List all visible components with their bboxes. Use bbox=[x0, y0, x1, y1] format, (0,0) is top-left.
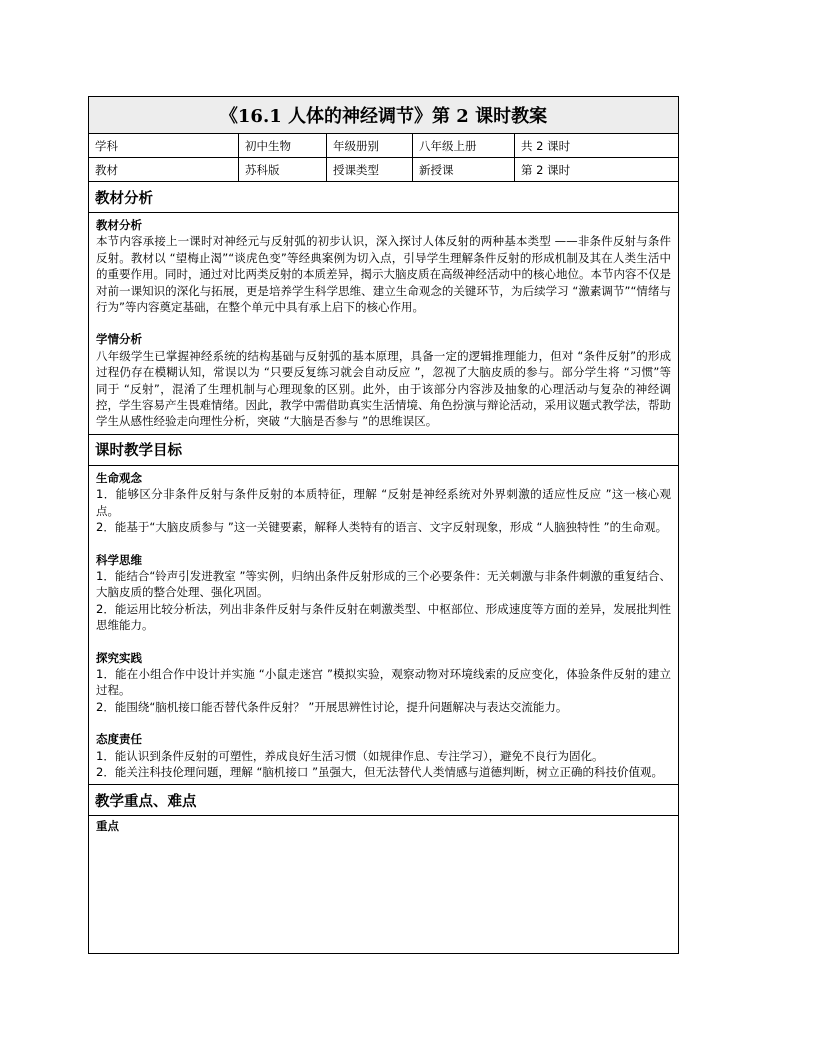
goal-item: 1．能在小组合作中设计并实施 “小鼠走迷宫 ”模拟实验，观察动物对环境线索的反应变化，体验条件反射的建立过程。 bbox=[96, 666, 671, 698]
info-cell: 学科 bbox=[89, 134, 239, 157]
info-cell: 苏科版 bbox=[239, 158, 327, 181]
section-heading-analysis: 教材分析 bbox=[89, 182, 678, 213]
section-body-analysis bbox=[89, 213, 678, 435]
info-cell: 共 2 课时 bbox=[521, 138, 571, 153]
info-cell: 新授课 bbox=[413, 158, 515, 181]
lesson-plan-table bbox=[88, 96, 679, 954]
goal-group-title: 生命观念 bbox=[96, 470, 142, 485]
subheading-learner-analysis: 学情分析 bbox=[96, 332, 142, 347]
info-row-textbook bbox=[89, 158, 678, 182]
section-heading-goals: 课时教学目标 bbox=[89, 435, 678, 466]
paragraph-textbook-analysis: 本节内容承接上一课时对神经元与反射弧的初步认识，深入探讨人体反射的两种基本类型 ——非条件反射与条件反射。教材以 “望梅止渴”“谈虎色变”等经典案例为切入点，引导学生理解条件反射的形成机制及其在人类生活中的重要作用。同时，通过对比两类反射的本质差异，揭示大脑皮质在高级神经活动中的核心地位。本节内容不仅是对前一课知识的深化与拓展，更是培养学生科学思维、建立生命观念的关键环节，为后续学习 “激素调节”“情绪与行为”等内容奠定基础，在整个单元中具有承上启下的核心作用。 bbox=[96, 234, 671, 315]
info-cell: 初中生物 bbox=[239, 134, 327, 157]
goal-item: 2．能关注科技伦理问题，理解 “脑机接口 ”虽强大，但无法替代人类情感与道德判断，树立正确的科技价值观。 bbox=[96, 764, 664, 779]
goal-item: 1．能认识到条件反射的可塑性，养成良好生活习惯（如规律作息、专注学习），避免不良行为固化。 bbox=[96, 748, 604, 763]
goal-item: 2．能围绕“脑机接口能否替代条件反射？ ”开展思辨性讨论，提升问题解决与表达交流能力。 bbox=[96, 699, 568, 714]
paragraph-learner-analysis: 八年级学生已掌握神经系统的结构基础与反射弧的基本原理，具备一定的逻辑推理能力，但对 “条件反射”的形成过程仍存在模糊认知，常误以为 “只要反复练习就会自动反应 ”，忽视了大脑皮质的参与。部分学生将 “习惯”等同于 “反射”，混淆了生理机制与心理现象的区别。此外，由于该部分内容涉及抽象的心理活动与复杂的神经调控，学生容易产生畏难情绪。因此，教学中需借助真实生活情境、角色扮演与辩论活动，采用议题式教学法，帮助学生从感性经验走向理性分析，突破 “大脑是否参与 ”的思维误区。 bbox=[96, 348, 671, 429]
goal-group-title: 探究实践 bbox=[96, 650, 142, 665]
info-cell: 第 2 课时 bbox=[521, 162, 571, 177]
goal-group-title: 科学思维 bbox=[96, 552, 142, 567]
section-heading-key-points: 教学重点、难点 bbox=[89, 785, 678, 816]
key-point-label: 重点 bbox=[96, 819, 119, 834]
goal-group-title: 态度责任 bbox=[96, 732, 142, 747]
document-title: 《16.1 人体的神经调节》第 2 课时教案 bbox=[89, 97, 678, 134]
info-row-subject bbox=[89, 134, 678, 158]
goal-item: 2．能基于“大脑皮质参与 ”这一关键要素，解释人类特有的语言、文字反射现象，形成 “人脑独特性 ”的生命观。 bbox=[96, 520, 668, 535]
goal-item: 2．能运用比较分析法，列出非条件反射与条件反射在刺激类型、中枢部位、形成速度等方面的差异，发展批判性思维能力。 bbox=[96, 601, 671, 633]
section-body-goals bbox=[89, 466, 678, 786]
goal-item: 1．能够区分非条件反射与条件反射的本质特征，理解 “反射是神经系统对外界刺激的适应性反应 ”这一核心观点。 bbox=[96, 487, 671, 518]
info-cell: 教材 bbox=[89, 158, 239, 181]
subheading-textbook-analysis: 教材分析 bbox=[96, 218, 142, 232]
info-cell: 年级册别 bbox=[327, 134, 413, 157]
info-cell: 授课类型 bbox=[327, 158, 413, 181]
info-cell: 八年级上册 bbox=[413, 134, 515, 157]
goal-item: 1．能结合“铃声引发进教室 ”等实例，归纳出条件反射形成的三个必要条件：无关刺激与非条件刺激的重复结合、大脑皮质的整合处理、强化巩固。 bbox=[96, 568, 671, 600]
